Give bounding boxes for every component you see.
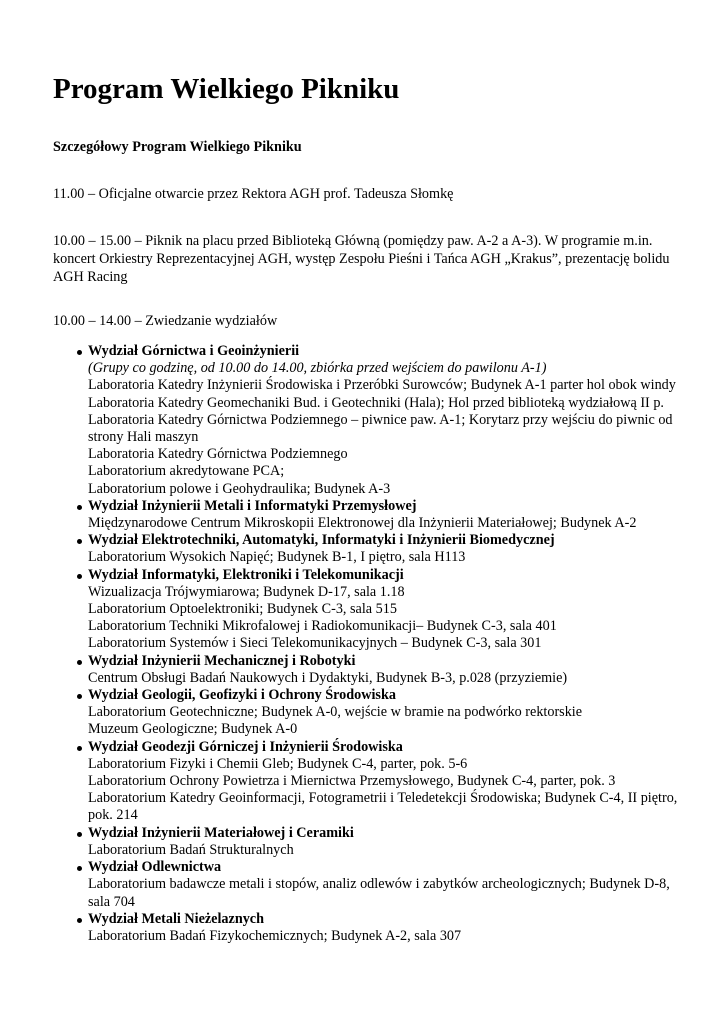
bullet-icon [77,746,82,751]
lab-entry: Wizualizacja Trójwymiarowa; Budynek D-17, sala 1.18 [88,583,405,600]
faculty-list-item [88,825,688,859]
lab-entry: Laboratorium Badań Fizykochemicznych; Budynek A-2, sala 307 [88,927,462,944]
faculty-name: Wydział Geologii, Geofizyki i Ochrony Środowiska [88,687,396,704]
lab-entry: Laboratoria Katedry Geomechaniki Bud. i Geotechniki (Hala); Hol przed biblioteką wydziałową II p. [88,394,664,411]
faculty-tour-paragraph: 10.00 – 14.00 – Zwiedzanie wydziałów [53,313,278,329]
lab-entry: Laboratorium badawcze metali i stopów, analiz odlewów i zabytków archeologicznych; Budynek D-8, sala 704 [88,876,670,910]
faculty-name: Wydział Górnictwa i Geoinżynierii [88,343,300,359]
faculty-name: Wydział Inżynierii Mechanicznej i Robotyki [88,652,356,669]
bullet-icon [77,918,82,923]
faculty-name: Wydział Metali Nieżelaznych [88,910,264,927]
lab-entry: Międzynarodowe Centrum Mikroskopii Elektronowej dla Inżynierii Materiałowej; Budynek A-2 [88,515,637,532]
faculty-note: (Grupy co godzinę, od 10.00 do 14.00, zbiórka przed wejściem do pawilonu A-1) [88,360,547,377]
program-subtitle: Szczegółowy Program Wielkiego Pikniku [53,139,302,155]
faculty-list-item [88,739,688,825]
faculty-name: Wydział Inżynierii Metali i Informatyki Przemysłowej [88,497,417,514]
lab-entry: Laboratorium akredytowane PCA; [88,463,285,480]
lab-entry: Laboratorium Ochrony Powietrza i Miernictwa Przemysłowego, Budynek C-4, parter, pok. 3 [88,773,616,790]
faculty-list-item [88,532,688,566]
bullet-icon [77,694,82,699]
faculty-name: Wydział Inżynierii Materiałowej i Ceramiki [88,824,354,841]
faculty-name: Wydział Informatyki, Elektroniki i Telekomunikacji [88,566,404,583]
page-title: Program Wielkiego Pikniku [53,73,400,105]
faculty-list-item [88,343,688,498]
lab-entry: Laboratorium Fizyki i Chemii Gleb; Budynek C-4, parter, pok. 5-6 [88,755,468,772]
lab-entry: Laboratoria Katedry Górnictwa Podziemnego [88,446,348,463]
lab-entry: Laboratorium Wysokich Napięć; Budynek B-1, I piętro, sala H113 [88,549,466,566]
faculty-name: Wydział Geodezji Górniczej i Inżynierii Środowiska [88,738,403,755]
lab-entry: Laboratoria Katedry Inżynierii Środowiska i Przeróbki Surowców; Budynek A-1 parter hol obok windy [88,377,676,394]
bullet-icon [77,505,82,510]
bullet-icon [77,866,82,871]
picnic-paragraph: 10.00 – 15.00 – Piknik na placu przed Biblioteką Główną (pomiędzy paw. A-2 a A-3). W programie m.in. koncert Orkiestry Reprezentacyjnej AGH, występ Zespołu Pieśni i Tańca AGH „Krakus”, prezentację bolidu AGH Racing [53,233,670,285]
bullet-icon [77,832,82,837]
lab-entry: Laboratorium Geotechniczne; Budynek A-0, wejście w bramie na podwórko rektorskie [88,704,583,721]
faculty-list-item [88,687,688,739]
bullet-icon [77,660,82,665]
lab-entry: Laboratorium Katedry Geoinformacji, Fotogrametrii i Teledetekcji Środowiska; Budynek C-4, II piętro, pok. 214 [88,790,678,824]
bullet-icon [77,539,82,544]
lab-entry: Muzeum Geologiczne; Budynek A-0 [88,721,298,738]
lab-entry: Laboratorium Optoelektroniki; Budynek C-3, sala 515 [88,601,397,618]
bullet-icon [77,574,82,579]
lab-entry: Laboratorium polowe i Geohydraulika; Budynek A-3 [88,480,391,497]
faculty-name: Wydział Odlewnictwa [88,859,222,876]
faculty-list [53,343,688,945]
faculty-list-item [88,911,688,945]
faculty-name: Wydział Elektrotechniki, Automatyki, Informatyki i Inżynierii Biomedycznej [88,532,555,549]
lab-entry: Laboratoria Katedry Górnictwa Podziemnego – piwnice paw. A-1; Korytarz przy wejściu do piwnic od strony Hali maszyn [88,411,673,446]
faculty-list-item [88,567,688,653]
opening-paragraph: 11.00 – Oficjalne otwarcie przez Rektora AGH prof. Tadeusza Słomkę [53,186,454,202]
lab-entry: Laboratorium Systemów i Sieci Telekomunikacyjnych – Budynek C-3, sala 301 [88,635,542,652]
faculty-list-item [88,653,688,687]
faculty-list-item [88,859,688,911]
faculty-list-item [88,498,688,532]
lab-entry: Laboratorium Badań Strukturalnych [88,841,294,858]
lab-entry: Centrum Obsługi Badań Naukowych i Dydaktyki, Budynek B-3, p.028 (przyziemie) [88,669,568,686]
bullet-icon [77,350,82,355]
lab-entry: Laboratorium Techniki Mikrofalowej i Radiokomunikacji– Budynek C-3, sala 401 [88,618,557,635]
